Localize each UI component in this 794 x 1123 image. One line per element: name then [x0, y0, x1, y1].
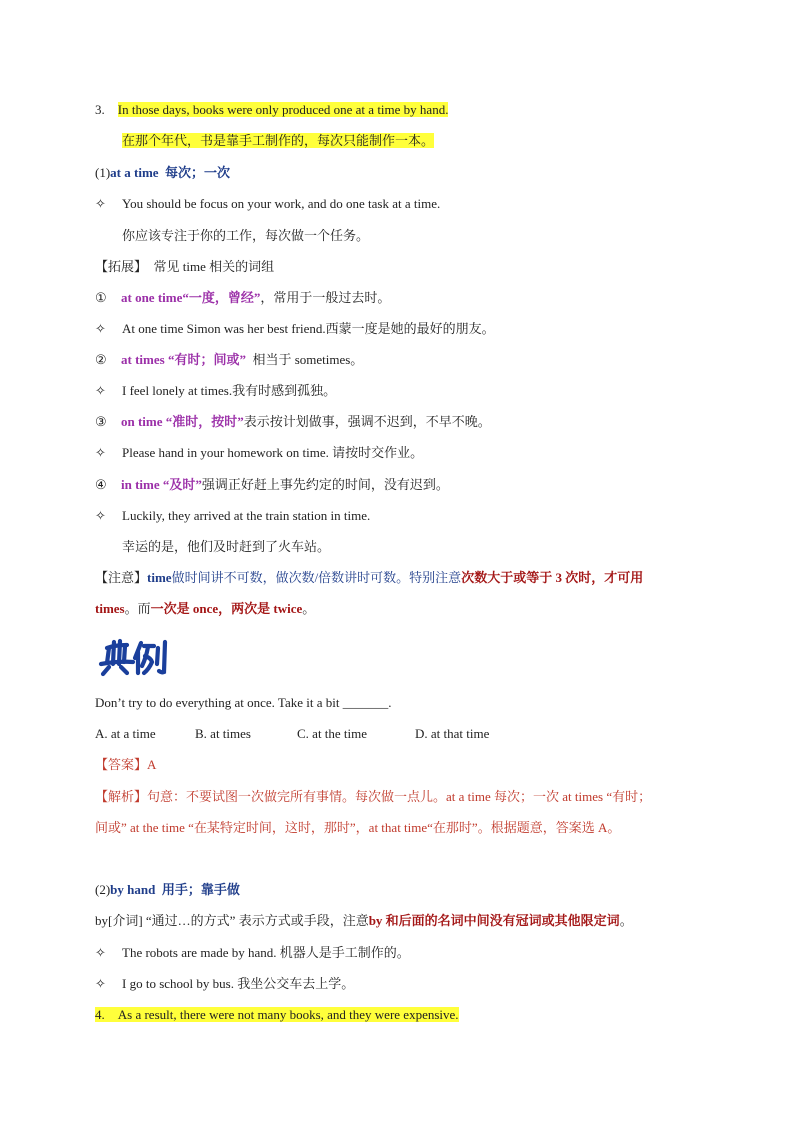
section1-term: at a time — [110, 165, 159, 180]
item3-translation-line — [122, 132, 434, 150]
expand-item-4 — [95, 476, 449, 494]
section2-meaning: 用手；靠手做 — [161, 882, 240, 897]
section2-term: by hand — [110, 882, 156, 897]
section2-example-2-text: I go to school by bus. 我坐公交车去上学。 — [122, 976, 355, 991]
expand-item-3-example: Please hand in your homework on time. 请按时交作业。 — [122, 445, 424, 460]
diamond-star-icon: ✧ — [95, 321, 106, 336]
section2-desc — [95, 912, 633, 930]
expand-item-4-desc: 强调正好赶上事先约定的时间，没有迟到。 — [201, 477, 449, 492]
circled-number-4: ④ — [95, 477, 107, 492]
option-d: D. at that time — [415, 726, 490, 741]
note-emphasis: 次数大于或等于 3 次时，才可用 — [461, 570, 644, 585]
diamond-star-icon: ✧ — [95, 508, 106, 523]
analysis-line-1 — [95, 788, 651, 806]
expand-item-2-meaning: “有时；间或” — [167, 352, 246, 367]
expand-item-2-example-line — [95, 382, 336, 400]
section2-desc-emphasis: by 和后面的名词中间没有冠词或其他限定词 — [368, 913, 620, 928]
note-connector: 。而 — [124, 601, 151, 616]
item4-highlight — [95, 1007, 459, 1022]
section1-heading — [95, 164, 230, 182]
answer-line — [95, 756, 156, 774]
section2-example-2 — [95, 975, 354, 993]
expand-heading — [95, 258, 274, 276]
expand-item-4-meaning: “及时” — [162, 477, 202, 492]
note-end: 。 — [302, 601, 316, 616]
expand-item-3-example-line — [95, 444, 423, 462]
expand-item-3 — [95, 413, 491, 431]
note-rule: 做时间讲不可数，做次数/倍数讲时可数。特别注意 — [171, 570, 462, 585]
item3-translation: 在那个年代，书是靠手工制作的，每次只能制作一本。 — [122, 133, 435, 148]
option-a: A. at a time — [95, 726, 156, 741]
section2-prefix: (2) — [95, 882, 111, 897]
expand-item-4-example-line — [95, 507, 370, 525]
section1-prefix: (1) — [95, 165, 111, 180]
note-once-twice: 一次是 once，两次是 twice — [150, 601, 303, 616]
expand-item-4-example: Luckily, they arrived at the train station in time. — [122, 508, 371, 523]
item4-number: 4. — [95, 1007, 105, 1022]
expand-item-3-term: on time — [121, 414, 163, 429]
expand-item-2 — [95, 351, 363, 369]
expand-item-3-desc: 表示按计划做事，强调不迟到，不早不晚。 — [243, 414, 491, 429]
expand-item-1-desc: ，常用于一般过去时。 — [260, 290, 391, 305]
diamond-star-icon: ✧ — [95, 383, 106, 398]
example-options — [95, 725, 489, 743]
item3-line — [95, 101, 448, 119]
analysis-line-2: 间或” at the time “在某特定时间，这时，那时”，at that time“在那时”。根据题意，答案选 A。 — [95, 820, 621, 835]
item3-sentence: In those days, books were only produced one at a time by hand. — [117, 102, 449, 117]
example-question: Don’t try to do everything at once. Take it a bit _______. — [95, 695, 392, 710]
section2-desc-end: 。 — [619, 913, 633, 928]
expand-item-1-term: at one time — [121, 290, 183, 305]
section2-desc-text: by[介词] “通过…的方式” 表示方式或手段，注意 — [95, 913, 369, 928]
expand-item-2-desc: 相当于 sometimes。 — [252, 352, 364, 367]
item4-sentence: As a result, there were not many books, and they were expensive. — [117, 1007, 459, 1022]
option-b: B. at times — [195, 726, 251, 741]
expand-item-1-example-line — [95, 320, 495, 338]
section1-example — [95, 195, 440, 213]
section2-heading — [95, 881, 240, 899]
expand-item-4-cn: 幸运的是，他们及时赶到了火车站。 — [122, 539, 331, 554]
answer-value: A — [147, 757, 157, 772]
diamond-star-icon: ✧ — [95, 196, 106, 211]
circled-number-3: ③ — [95, 414, 107, 429]
diamond-star-icon: ✧ — [95, 976, 106, 991]
expand-text: 常见 time 相关的词组 — [153, 259, 275, 274]
expand-item-1 — [95, 289, 390, 307]
note-time: time — [147, 570, 172, 585]
expand-item-1-example: At one time Simon was her best friend.西蒙一度是她的最好的朋友。 — [122, 321, 495, 336]
expand-item-1-meaning: “一度，曾经” — [182, 290, 261, 305]
diamond-star-icon: ✧ — [95, 445, 106, 460]
item4-line — [95, 1006, 459, 1024]
expand-item-2-example: I feel lonely at times.我有时感到孤独。 — [122, 383, 337, 398]
expand-label: 【拓展】 — [95, 259, 148, 274]
note-times: times — [95, 601, 125, 616]
expand-item-4-term: in time — [121, 477, 160, 492]
analysis-label: 【解析】 — [95, 789, 148, 804]
section1-meaning: 每次；一次 — [165, 165, 231, 180]
answer-label: 【答案】 — [95, 757, 148, 772]
circled-number-2: ② — [95, 352, 107, 367]
note-label: 【注意】 — [95, 570, 148, 585]
circled-number-1: ① — [95, 290, 107, 305]
example-logo — [97, 636, 173, 683]
note-line-1 — [95, 569, 643, 587]
example-logo-art — [97, 636, 173, 678]
item3-number: 3. — [95, 102, 105, 117]
section1-example-cn: 你应该专注于你的工作，每次做一个任务。 — [122, 228, 370, 243]
section1-example-en: You should be focus on your work, and do one task at a time. — [122, 196, 441, 211]
expand-item-2-term: at times — [121, 352, 165, 367]
section2-example-1-text: The robots are made by hand. 机器人是手工制作的。 — [122, 945, 410, 960]
note-line-2 — [95, 600, 315, 618]
section2-example-1 — [95, 944, 410, 962]
option-c: C. at the time — [297, 726, 368, 741]
diamond-star-icon: ✧ — [95, 945, 106, 960]
expand-item-3-meaning: “准时，按时” — [165, 414, 244, 429]
analysis-text-1: 句意：不要试图一次做完所有事情。每次做一点儿。at a time 每次；一次 at times “有时； — [147, 789, 652, 804]
